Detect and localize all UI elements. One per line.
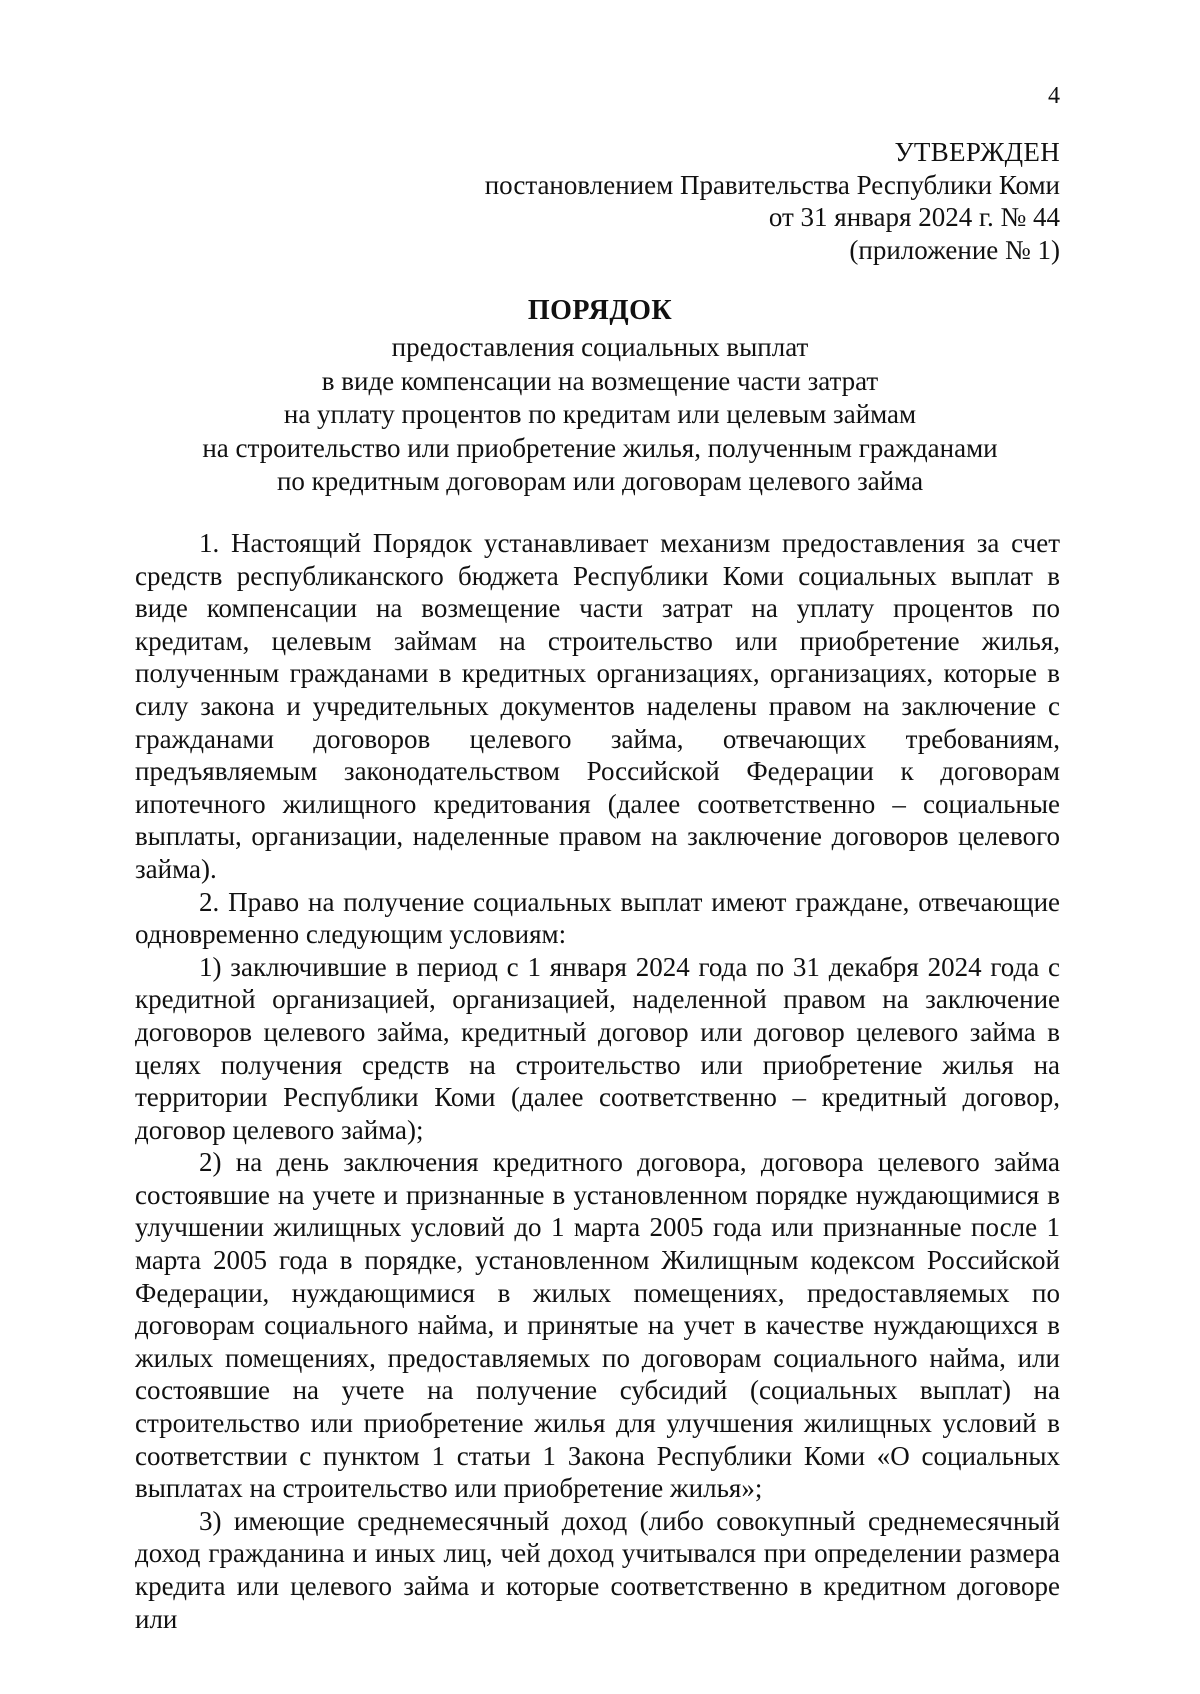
paragraph-2-item-1: 1) заключившие в период с 1 января 2024 года по 31 декабря 2024 года с кредитной организацией, организацией, наделенной правом на заключение договоров целевого займа, кредитный договор или договор целевого займа в целях получения средств на строительство или приобретение жилья на территории Республики Коми (далее соответственно – кредитный договор, договор целевого займа); bbox=[135, 951, 1060, 1145]
document-body bbox=[135, 527, 1060, 1635]
paragraph-1: 1. Настоящий Порядок устанавливает механизм предоставления за счет средств республиканского бюджета Республики Коми социальных выплат в виде компенсации на возмещение части затрат на уплату процентов по кредитам, целевым займам на строительство или приобретение жилья, полученным гражданами в кредитных организациях, организациях, которые в силу закона и учредительных документов наделены правом на заключение с гражданами договоров целевого займа, отвечающих требованиям, предъявляемым законодательством Российской Федерации к договорам ипотечного жилищного кредитования (далее соответственно – социальные выплаты, организации, наделенные правом на заключение договоров целевого займа). bbox=[135, 528, 1060, 884]
subtitle-line: предоставления социальных выплат bbox=[391, 332, 809, 362]
document-subtitle bbox=[140, 331, 1060, 499]
paragraph-2-item-2: 2) на день заключения кредитного договора, договора целевого займа состоявшие на учете и признанные в установленном порядке нуждающимися в улучшении жилищных условий до 1 марта 2005 года или признанные после 1 марта 2005 года в порядке, установленном Жилищным кодексом Российской Федерации, нуждающимися в жилых помещениях, предоставляемых по договорам социального найма, и принятые на учет в качестве нуждающихся в жилых помещениях, предоставляемых по договорам социального найма, или состоявшие на учете на получение субсидий (социальных выплат) на строительство или приобретение жилья для улучшения жилищных условий в соответствии с пунктом 1 статьи 1 Закона Республики Коми «О социальных выплатах на строительство или приобретение жилья»; bbox=[135, 1147, 1060, 1504]
approval-appendix-line: (приложение № 1) bbox=[849, 234, 1060, 265]
approval-resolution-line: постановлением Правительства Республики Коми bbox=[484, 169, 1060, 200]
approval-block bbox=[360, 136, 1060, 266]
document-title: ПОРЯДОК bbox=[527, 295, 673, 326]
paragraph-2-item-3: 3) имеющие среднемесячный доход (либо совокупный среднемесячный доход гражданина и иных лиц, чей доход учитывался при определении размера кредита или целевого займа и которые соответственно в кредитном договоре или bbox=[135, 1505, 1060, 1634]
subtitle-line: по кредитным договорам или договорам целевого займа bbox=[276, 466, 924, 496]
subtitle-line: на уплату процентов по кредитам или целевым займам bbox=[283, 399, 917, 429]
subtitle-line: в виде компенсации на возмещение части затрат bbox=[321, 365, 879, 396]
page-number: 4 bbox=[1048, 83, 1060, 109]
subtitle-line: на строительство или приобретение жилья, полученным гражданами bbox=[202, 432, 998, 463]
approval-heading: УТВЕРЖДЕН bbox=[894, 137, 1060, 167]
paragraph-2: 2. Право на получение социальных выплат имеют граждане, отвечающие одновременно следующим условиям: bbox=[135, 886, 1060, 950]
approval-date-line: от 31 января 2024 г. № 44 bbox=[768, 202, 1060, 232]
